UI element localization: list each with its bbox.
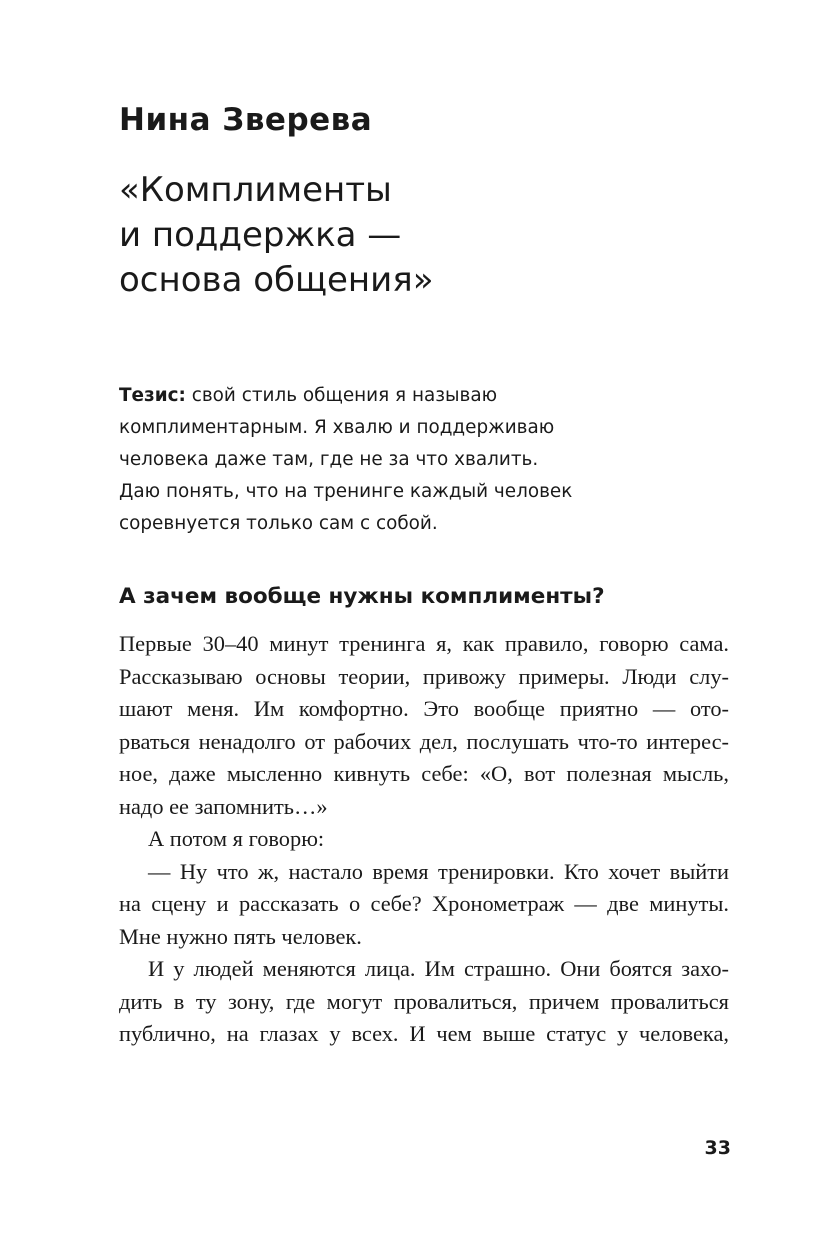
body-line: — Ну что ж, настало время тренировки. Кто хочет выйти (148, 858, 729, 884)
chapter-title-line: и поддержка — (119, 215, 402, 255)
thesis-line: комплиментарным. Я хвалю и поддерживаю (119, 417, 555, 438)
body-line: надо ее запомнить…» (119, 793, 328, 819)
page-number: 33 (704, 1137, 731, 1159)
body-line: Рассказываю основы теории, привожу примеры. Люди слу- (119, 663, 729, 689)
body-line: Первые 30–40 минут тренинга я, как правило, говорю сама. (119, 631, 729, 656)
thesis-paragraph (119, 380, 719, 540)
section-heading: А зачем вообще нужны комплименты? (119, 584, 605, 609)
thesis-line: человека даже там, где не за что хвалить. (119, 449, 539, 470)
thesis-line: соревнуется только сам с собой. (119, 513, 438, 534)
body-line: дить в ту зону, где могут провалиться, причем провалиться (119, 988, 729, 1014)
body-line: на сцену и рассказать о себе? Хронометраж — две минуты. (119, 891, 729, 916)
chapter-title-line: основа общения» (119, 260, 434, 300)
body-line: публично, на глазах у всех. И чем выше статус у человека, (119, 1021, 729, 1046)
chapter-title-line: «Комплименты (119, 170, 392, 210)
body-line: И у людей меняются лица. Им страшно. Они боятся захо- (148, 956, 729, 981)
author-name: Нина Зверева (119, 102, 373, 138)
book-page (119, 0, 731, 1240)
thesis-line: Даю понять, что на тренинге каждый человек (119, 481, 573, 502)
body-line: А потом я говорю: (148, 826, 325, 851)
thesis-line (119, 380, 719, 412)
body-line: Мне нужно пять человек. (119, 923, 362, 949)
body-line: ное, даже мысленно кивнуть себе: «О, вот полезная мысль, (119, 761, 729, 786)
body-line: шают меня. Им комфортно. Это вообще приятно — ото- (119, 696, 729, 721)
body-text (119, 628, 729, 1051)
body-line: рваться ненадолго от рабочих дел, послушать что-то интерес- (119, 728, 729, 754)
thesis-label: Тезис: (119, 385, 186, 406)
chapter-title (119, 168, 434, 303)
thesis-first-line-text: свой стиль общения я называю (185, 385, 498, 406)
